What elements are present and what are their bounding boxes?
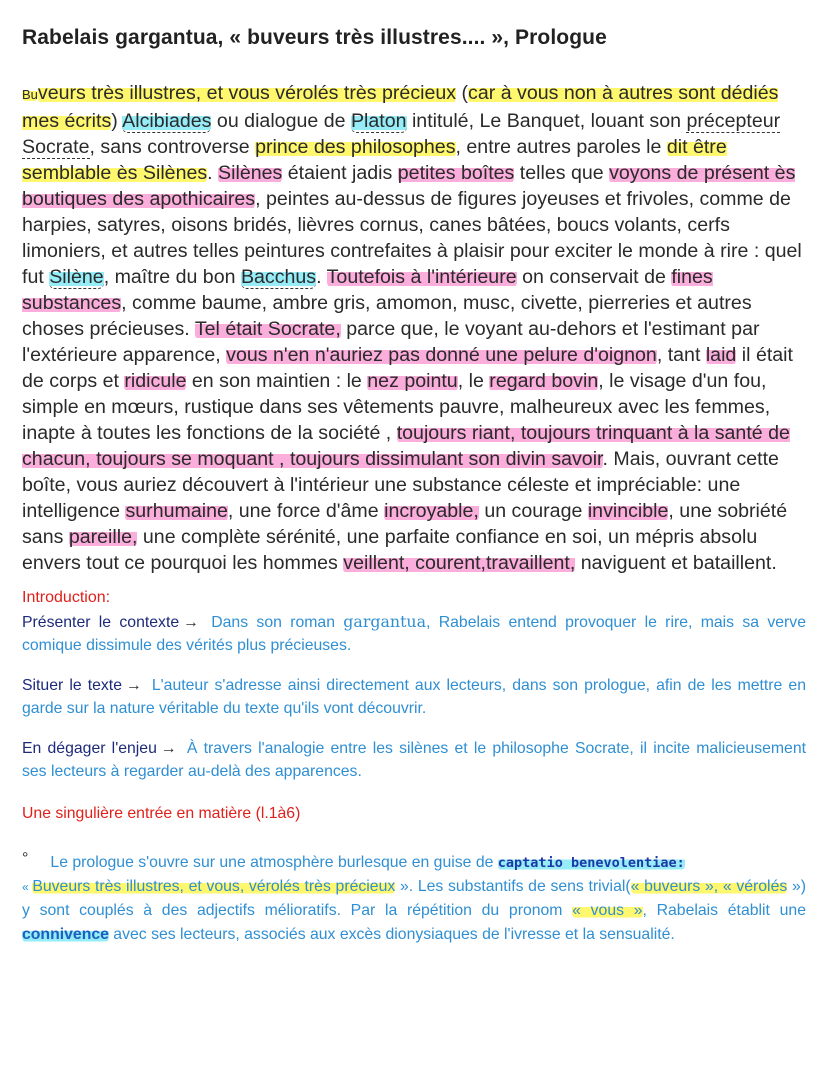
hl-pelure: vous n'en n'auriez pas donné une pelure d'oignon [226,344,657,366]
hl-surhumaine: surhumaine [125,500,228,522]
introduction-heading: Introduction: [22,589,111,606]
hl-buveurs-start: Bu [22,87,38,102]
hl-silene: Silène [49,266,104,288]
arrow-icon: → [183,614,199,631]
excerpt-text: Buveurs très illustres, et vous vérolés très précieux (car à vous non à autres sont dédiés mes écrits) Alcibiades ou dialogue de Platon intitulé, Le Banquet, louant son précepteur Socrate, sans controverse prince des philosophes, entre autres paroles le dit être semblable ès Silènes. Silènes étaient jadis petites boîtes telles que voyons de présent ès boutiques des apothicaires, peintes au-dessus de figures joyeuses et frivoles, comme de harpies, satyres, oisons bridés, lièvres cornus, canes bâtées, boucs volants, cerfs limoniers, et autres telles peintures contrefaites à plaisir pour exciter le monde à rire : quel fut Silène, maître du bon Bacchus. Toutefois à l'intérieure on conservait de fines substances, comme baume, ambre gris, amomon, musc, civette, pierreries et autres choses précieuses. Tel était Socrate, parce que, le voyant au-dehors et l'estimant par l'extérieure apparence, vous n'en n'auriez pas donné une pelure d'oignon, tant laid il était de corps et ridicule en son maintien : le nez pointu, le regard bovin, le visage d'un fou, simple en mœurs, rustique dans ses vêtements pauvre, malheureux avec les femmes, inapte à toutes les fonctions de la société , toujours riant, toujours trinquant à la santé de chacun, toujours se moquant , toujours dissimulant son divin savoir. Mais, ouvrant cette boîte, vous auriez découvert à l'intérieur une substance céleste et impréciable: une intelligence surhumaine, une force d'âme incroyable, un courage invincible, une sobriété sans pareille, une complète sérénité, une parfaite confiance en soi, un mépris absolu envers tout ce pourquoi les hommes veillent, courent,travaillent, naviguent et bataillent. [22,82,802,574]
hl-regard: regard bovin [489,370,599,392]
hl-apothicaires: voyons de présent ès boutiques des apothicaires [22,162,796,210]
captatio-phrase: captatio benevolentiae: [497,855,685,871]
intro-situer: Situer le texte → L'auteur s'adresse ainsi directement aux lecteurs, dans son prologue, afin de les mettre en garde sur la nature véritable du texte qu'ils vont découvrir. [22,677,806,717]
context-label: Présenter le contexte [22,614,180,631]
situer-label: Situer le texte [22,677,122,694]
hl-prince: prince des philosophes [255,136,456,158]
document-title: Rabelais gargantua, « buveurs très illustres.... », Prologue [22,26,607,49]
hl-semblable: dit être semblable ès Silènes [22,136,727,184]
hl-platon: Platon [350,110,407,132]
hl-nez: nez pointu [367,370,458,392]
arrow-icon: → [160,740,177,757]
hl-tel-etait-socrate: Tel était Socrate, [194,318,341,340]
hl-bacchus: Bacchus [240,266,317,288]
hl-petites-boites: petites boîtes [397,162,515,184]
analysis-paragraph: ° Le prologue s'ouvre sur une atmosphère burlesque en guise de captatio benevolentiae: « Buveurs très illustres, et vous, vérolés très précieux ». Les substantifs de sens trivial(« buveurs », « vérolés ») y sont couplés à des adjectifs mélioratifs. Par la répétition du pronom « vous », Rabelais établit une connivence avec ses lecteurs, associés aux excès dionysiaques de l'ivresse et la sensualité. [22,850,806,943]
hl-toutefois: Toutefois à l'intérieure [326,266,517,288]
hl-connivence: connivence [22,926,109,943]
bullet-icon: ° [22,850,29,867]
hl-laid: laid [705,344,737,366]
hl-substantifs: « buveurs », « vérolés [630,878,788,895]
hl-vous: « vous » [572,902,643,919]
section-title: Une singulière entrée en matière (l.1à6) [22,805,301,822]
hl-invincible: invincible [587,500,669,522]
arrow-icon: → [125,677,142,694]
hl-ridicule: ridicule [124,370,187,392]
hl-silenes: Silènes [218,162,283,184]
ul-precepteur: précepteur Socrate [22,110,781,158]
hl-toujours: toujours riant, toujours trinquant à la santé de chacun, toujours se moquant , toujours dissimulant son divin savoir [22,422,790,470]
hl-incroyable: incroyable, [384,500,479,522]
hl-veillent: veillent, courent,travaillent, [343,552,576,574]
enjeu-label: En dégager l'enjeu [22,740,157,757]
hl-pareille: pareille, [68,526,138,548]
hl-fines-substances: fines substances [22,266,713,314]
hl-buveurs: veurs très illustres, et vous vérolés très précieux [37,82,457,104]
hl-alcibiades: Alcibiades [122,110,212,132]
gargantua-title: gargantua [343,612,427,631]
hl-quote-buveurs: Buveurs très illustres, et vous, vérolés très précieux [32,878,396,895]
hl-dedies: car à vous non à autres sont dédiés mes écrits [22,82,779,132]
intro-enjeu: En dégager l'enjeu → À travers l'analogie entre les silènes et le philosophe Socrate, il incite malicieusement ses lecteurs à regarder au-delà des apparences. [22,740,807,780]
intro-context: Présenter le contexte → Dans son roman gargantua, Rabelais entend provoquer le rire, mais sa verve comique dissimule des vérités plus précieuses. [22,612,806,654]
